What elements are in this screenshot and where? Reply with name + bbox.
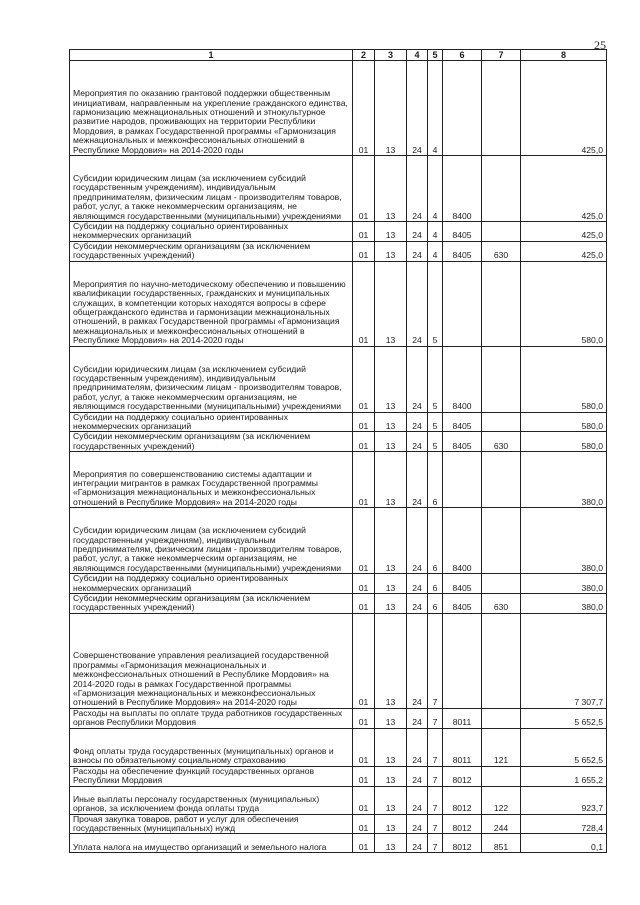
row-code-program: 24 (407, 261, 428, 346)
row-code-subsection: 13 (375, 156, 407, 222)
row-code-subprogram: 4 (428, 222, 443, 242)
row-code-subprogram: 6 (428, 574, 443, 594)
row-code-subsection: 13 (375, 508, 407, 574)
row-code-subsection: 13 (375, 834, 407, 853)
table-row (70, 452, 607, 508)
row-name: Расходы на обеспечение функций государственных органов Республики Мордовия (70, 766, 353, 786)
row-amount: 580,0 (521, 432, 607, 452)
row-code-item (443, 613, 482, 708)
table-row (70, 432, 607, 452)
table-row (70, 613, 607, 708)
row-code-subprogram: 7 (428, 786, 443, 814)
row-amount: 5 652,5 (521, 708, 607, 728)
row-code-subsection: 13 (375, 261, 407, 346)
row-code-section: 01 (353, 613, 375, 708)
row-code-section: 01 (353, 346, 375, 412)
row-amount: 580,0 (521, 261, 607, 346)
row-code-item: 8012 (443, 766, 482, 786)
row-code-item (443, 261, 482, 346)
row-code-subsection: 13 (375, 708, 407, 728)
row-code-subprogram: 5 (428, 432, 443, 452)
row-code-subprogram: 6 (428, 508, 443, 574)
row-code-program: 24 (407, 814, 428, 834)
row-code-program: 24 (407, 613, 428, 708)
row-code-expense-type (482, 222, 521, 242)
table-body (70, 61, 607, 853)
row-code-subsection: 13 (375, 574, 407, 594)
row-code-expense-type (482, 574, 521, 594)
row-code-program: 24 (407, 222, 428, 242)
row-code-subsection: 13 (375, 786, 407, 814)
table-row (70, 508, 607, 574)
row-code-subprogram: 7 (428, 708, 443, 728)
row-name: Уплата налога на имущество организаций и земельного налога (70, 834, 353, 853)
row-code-subprogram: 7 (428, 834, 443, 853)
row-code-subprogram: 4 (428, 61, 443, 156)
row-amount: 380,0 (521, 594, 607, 614)
row-code-section: 01 (353, 728, 375, 766)
row-code-subprogram: 5 (428, 261, 443, 346)
row-amount: 425,0 (521, 241, 607, 261)
row-code-subprogram: 6 (428, 452, 443, 508)
row-code-subsection: 13 (375, 61, 407, 156)
row-code-section: 01 (353, 708, 375, 728)
row-name: Мероприятия по научно-методическому обеспечению и повышению квалификации государственных, гражданских и муниципальных служащих, в компетенции которых находятся вопросы в сфере общегражданского единства и гармонизации межнациональных отношений, в рамках Государственной программы «Гармонизация межнациональных и межконфессиональных отношений в Республике Мордовия» на 2014-2020 годы (70, 261, 353, 346)
row-name: Субсидии некоммерческим организациям (за исключением государственных учреждений) (70, 241, 353, 261)
row-code-item: 8405 (443, 241, 482, 261)
row-code-subprogram: 7 (428, 814, 443, 834)
row-code-expense-type: 630 (482, 594, 521, 614)
row-code-section: 01 (353, 814, 375, 834)
row-code-section: 01 (353, 261, 375, 346)
row-name: Субсидии на поддержку социально ориентированных некоммерческих организаций (70, 574, 353, 594)
row-code-subprogram: 5 (428, 412, 443, 432)
header-col-1: 1 (70, 50, 353, 61)
row-code-section: 01 (353, 156, 375, 222)
row-code-item: 8011 (443, 708, 482, 728)
row-code-expense-type: 122 (482, 786, 521, 814)
header-col-2: 2 (353, 50, 375, 61)
row-code-section: 01 (353, 432, 375, 452)
row-name: Совершенствование управления реализацией государственной программы «Гармонизация межнациональных и межконфессиональных отношений в Республике Мордовия» на 2014-2020 годы в рамках Государственной программы «Гармонизация межнациональных и межконфессиональных отношений в Республике Мордовия» на 2014-2020 годы (70, 613, 353, 708)
row-amount: 728,4 (521, 814, 607, 834)
row-code-item: 8405 (443, 412, 482, 432)
row-code-item: 8400 (443, 346, 482, 412)
row-code-expense-type (482, 452, 521, 508)
row-name: Мероприятия по совершенствованию системы адаптации и интеграции мигрантов в рамках Государственной программы «Гармонизация межнациональных и межконфессиональных отношений в Республике Мордовия» на 2014-2020 годы (70, 452, 353, 508)
row-amount: 380,0 (521, 574, 607, 594)
row-code-program: 24 (407, 508, 428, 574)
budget-table (69, 49, 607, 853)
row-code-item: 8405 (443, 432, 482, 452)
row-name: Фонд оплаты труда государственных (муниципальных) органов и взносы по обязательному социальному страхованию (70, 728, 353, 766)
row-amount: 1 655,2 (521, 766, 607, 786)
row-code-section: 01 (353, 594, 375, 614)
row-code-subsection: 13 (375, 432, 407, 452)
row-code-item (443, 61, 482, 156)
row-code-subsection: 13 (375, 452, 407, 508)
row-name: Субсидии некоммерческим организациям (за исключением государственных учреждений) (70, 594, 353, 614)
row-code-section: 01 (353, 61, 375, 156)
row-name: Субсидии на поддержку социально ориентированных некоммерческих организаций (70, 412, 353, 432)
row-code-expense-type (482, 766, 521, 786)
row-code-subsection: 13 (375, 594, 407, 614)
row-code-item: 8400 (443, 156, 482, 222)
row-code-program: 24 (407, 61, 428, 156)
row-code-subsection: 13 (375, 222, 407, 242)
row-code-subprogram: 7 (428, 613, 443, 708)
row-code-section: 01 (353, 834, 375, 853)
table-row (70, 156, 607, 222)
table-row (70, 708, 607, 728)
header-col-7: 7 (482, 50, 521, 61)
row-amount: 7 307,7 (521, 613, 607, 708)
row-code-item: 8405 (443, 574, 482, 594)
row-code-expense-type: 630 (482, 241, 521, 261)
row-amount: 923,7 (521, 786, 607, 814)
row-code-item: 8012 (443, 834, 482, 853)
row-name: Субсидии некоммерческим организациям (за исключением государственных учреждений) (70, 432, 353, 452)
table-row (70, 766, 607, 786)
row-code-expense-type: 630 (482, 432, 521, 452)
row-code-program: 24 (407, 708, 428, 728)
row-code-subprogram: 6 (428, 594, 443, 614)
row-code-program: 24 (407, 241, 428, 261)
row-name: Расходы на выплаты по оплате труда работников государственных органов Республики Мордовия (70, 708, 353, 728)
row-code-program: 24 (407, 412, 428, 432)
header-col-3: 3 (375, 50, 407, 61)
row-amount: 425,0 (521, 61, 607, 156)
row-amount: 425,0 (521, 222, 607, 242)
row-code-expense-type: 851 (482, 834, 521, 853)
row-amount: 380,0 (521, 452, 607, 508)
row-amount: 380,0 (521, 508, 607, 574)
row-name: Субсидии на поддержку социально ориентированных некоммерческих организаций (70, 222, 353, 242)
row-code-section: 01 (353, 508, 375, 574)
table-row (70, 222, 607, 242)
row-code-expense-type (482, 261, 521, 346)
row-code-subprogram: 7 (428, 766, 443, 786)
row-code-expense-type (482, 708, 521, 728)
row-code-section: 01 (353, 222, 375, 242)
table-row (70, 814, 607, 834)
row-name: Субсидии юридическим лицам (за исключением субсидий государственным учреждениям), индивидуальным предпринимателям, физическим лицам - производителям товаров, работ, услуг, а также некоммерческим организациям, не являющимся государственными (муниципальными) учреждениями (70, 346, 353, 412)
header-col-5: 5 (428, 50, 443, 61)
row-code-program: 24 (407, 452, 428, 508)
header-col-6: 6 (443, 50, 482, 61)
row-code-expense-type (482, 346, 521, 412)
row-code-item: 8405 (443, 594, 482, 614)
row-name: Субсидии юридическим лицам (за исключением субсидий государственным учреждениям), индивидуальным предпринимателям, физическим лицам - производителям товаров, работ, услуг, а также некоммерческим организациям, не являющимся государственными (муниципальными) учреждениями (70, 508, 353, 574)
table-row (70, 594, 607, 614)
row-code-subprogram: 7 (428, 728, 443, 766)
row-code-section: 01 (353, 786, 375, 814)
row-code-section: 01 (353, 574, 375, 594)
table-row (70, 241, 607, 261)
table-row (70, 786, 607, 814)
row-name: Иные выплаты персоналу государственных (муниципальных) органов, за исключением фонда оплаты труда (70, 786, 353, 814)
row-code-expense-type (482, 61, 521, 156)
row-code-expense-type: 121 (482, 728, 521, 766)
row-code-expense-type: 244 (482, 814, 521, 834)
row-amount: 0,1 (521, 834, 607, 853)
row-code-expense-type (482, 613, 521, 708)
table-row (70, 61, 607, 156)
row-code-program: 24 (407, 432, 428, 452)
row-code-section: 01 (353, 452, 375, 508)
row-code-subsection: 13 (375, 613, 407, 708)
row-code-program: 24 (407, 766, 428, 786)
row-code-subsection: 13 (375, 412, 407, 432)
row-code-item: 8012 (443, 814, 482, 834)
row-code-program: 24 (407, 346, 428, 412)
table-row (70, 728, 607, 766)
row-amount: 425,0 (521, 156, 607, 222)
row-code-expense-type (482, 412, 521, 432)
row-code-section: 01 (353, 241, 375, 261)
row-amount: 5 652,5 (521, 728, 607, 766)
row-code-item (443, 452, 482, 508)
row-code-item: 8011 (443, 728, 482, 766)
row-code-expense-type (482, 156, 521, 222)
table-row (70, 346, 607, 412)
row-amount: 580,0 (521, 346, 607, 412)
row-name: Прочая закупка товаров, работ и услуг для обеспечения государственных (муниципальных) нужд (70, 814, 353, 834)
row-code-subsection: 13 (375, 728, 407, 766)
row-code-section: 01 (353, 412, 375, 432)
row-code-program: 24 (407, 156, 428, 222)
table-row (70, 834, 607, 853)
row-code-subsection: 13 (375, 766, 407, 786)
row-code-program: 24 (407, 834, 428, 853)
header-row (70, 50, 607, 61)
row-code-subsection: 13 (375, 241, 407, 261)
row-name: Мероприятия по оказанию грантовой поддержки общественным инициативам, направленным на укрепление гражданского единства, гармонизацию межнациональных отношений и этнокультурное развитие народов, проживающих на территории Республики Мордовия, в рамках Государственной программы «Гармонизация межнациональных и межконфессиональных отношений в Республике Мордовия» на 2014-2020 годы (70, 61, 353, 156)
row-code-item: 8405 (443, 222, 482, 242)
row-code-section: 01 (353, 766, 375, 786)
row-name: Субсидии юридическим лицам (за исключением субсидий государственным учреждениям), индивидуальным предпринимателям, физическим лицам - производителям товаров, работ, услуг, а также некоммерческим организациям, не являющимся государственными (муниципальными) учреждениями (70, 156, 353, 222)
header-col-4: 4 (407, 50, 428, 61)
row-code-item: 8400 (443, 508, 482, 574)
row-code-expense-type (482, 508, 521, 574)
page-number: 25 (594, 38, 606, 52)
table-row (70, 261, 607, 346)
table-row (70, 574, 607, 594)
row-code-subprogram: 4 (428, 241, 443, 261)
row-code-program: 24 (407, 594, 428, 614)
row-code-subsection: 13 (375, 814, 407, 834)
table-row (70, 412, 607, 432)
row-code-program: 24 (407, 786, 428, 814)
row-amount: 580,0 (521, 412, 607, 432)
row-code-subsection: 13 (375, 346, 407, 412)
row-code-subprogram: 4 (428, 156, 443, 222)
row-code-program: 24 (407, 728, 428, 766)
row-code-program: 24 (407, 574, 428, 594)
row-code-item: 8012 (443, 786, 482, 814)
row-code-subprogram: 5 (428, 346, 443, 412)
header-col-8: 8 (521, 50, 607, 61)
